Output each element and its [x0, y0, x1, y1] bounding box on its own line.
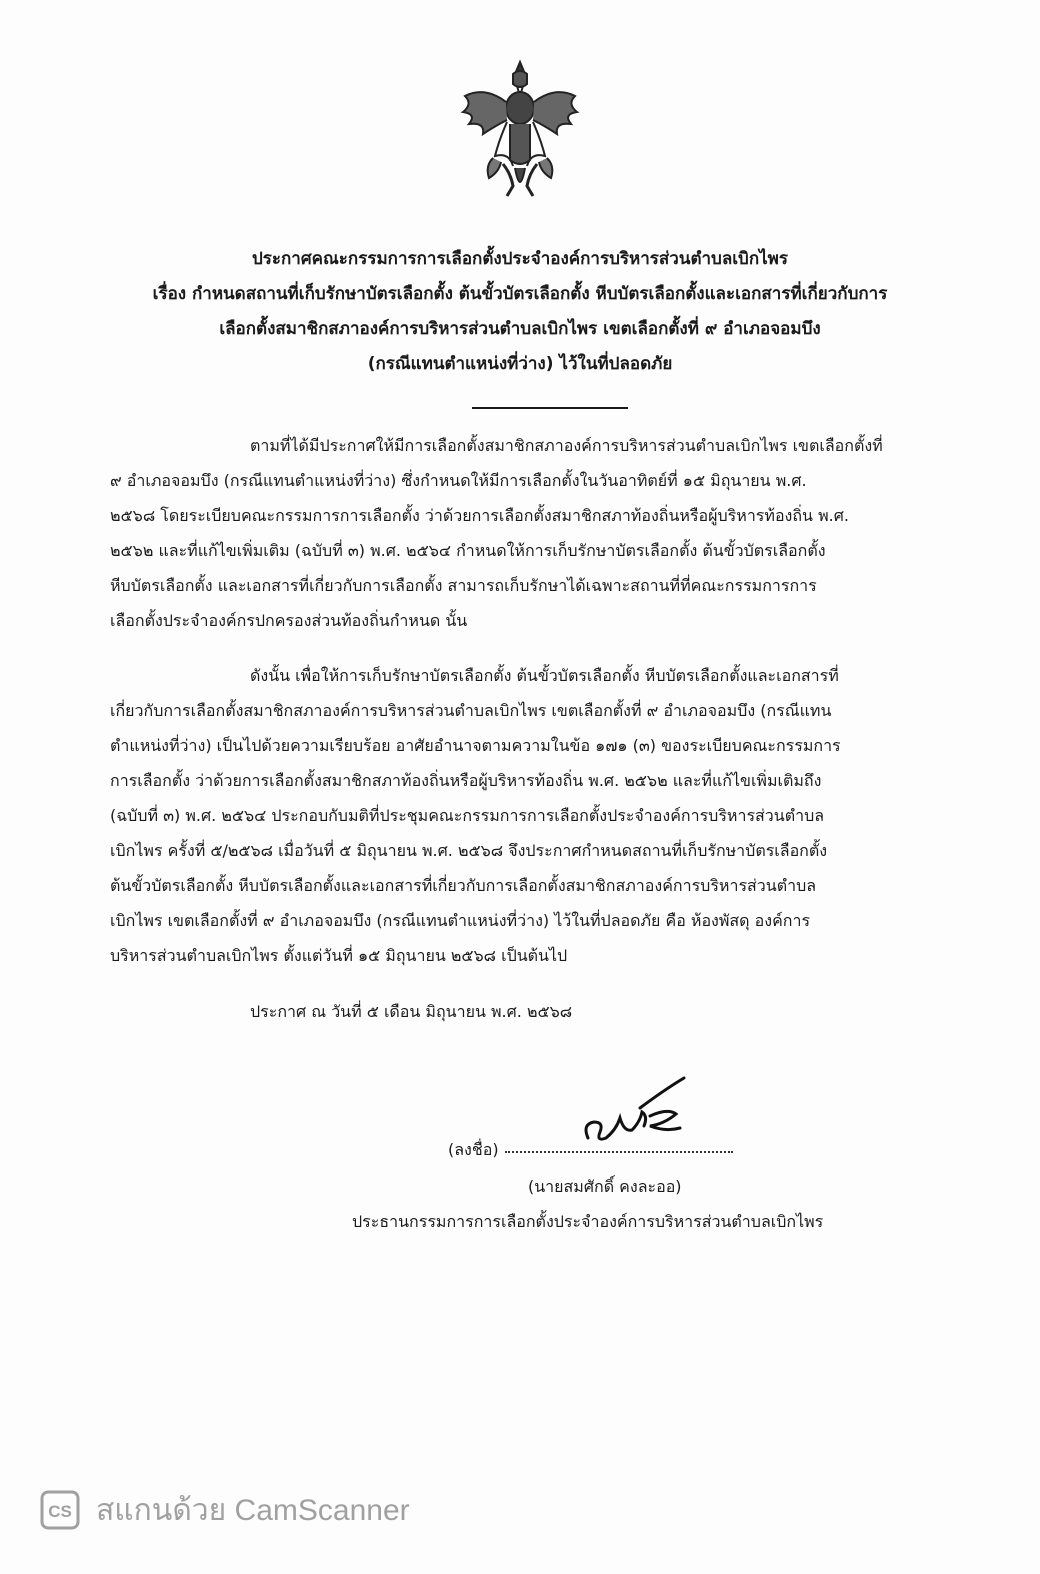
signature-line	[448, 1138, 733, 1163]
paragraph-line: ดังนั้น เพื่อให้การเก็บรักษาบัตรเลือกตั้ง ต้นขั้วบัตรเลือกตั้ง หีบบัตรเลือกตั้งและเอกสารที่	[250, 666, 839, 685]
signature-dotted-line	[505, 1151, 733, 1153]
paragraph-line: ๒๕๖๒ และที่แก้ไขเพิ่มเติม (ฉบับที่ ๓) พ.ศ. ๒๕๖๔ กำหนดให้การเก็บรักษาบัตรเลือกตั้ง ต้นขั้วบัตรเลือกตั้ง	[110, 541, 826, 560]
paragraph-line: เลือกตั้งประจำองค์กรปกครองส่วนท้องถิ่นกำหนด นั้น	[110, 611, 468, 630]
camscanner-watermark	[40, 1488, 410, 1532]
title-line: ประกาศคณะกรรมการการเลือกตั้งประจำองค์การบริหารส่วนตำบลเบิกไพร	[251, 249, 789, 269]
paragraph-1	[110, 428, 940, 638]
paragraph-line: เกี่ยวกับการเลือกตั้งสมาชิกสภาองค์การบริหารส่วนตำบลเบิกไพร เขตเลือกตั้งที่ ๙ อำเภอจอมบึง (กรณีแทน	[110, 701, 832, 720]
paragraph-line: ตำแหน่งที่ว่าง) เป็นไปด้วยความเรียบร้อย อาศัยอำนาจตามความในข้อ ๑๗๑ (๓) ของระเบียบคณะกรรมการ	[110, 736, 841, 755]
camscanner-logo-text: CS	[48, 1502, 72, 1521]
paragraph-line: (ฉบับที่ ๓) พ.ศ. ๒๕๖๔ ประกอบกับมติที่ประชุมคณะกรรมการการเลือกตั้งประจำองค์การบริหารส่วนตำบล	[110, 806, 825, 825]
camscanner-logo-icon	[40, 1490, 80, 1530]
paragraph-line: ๙ อำเภอจอมบึง (กรณีแทนตำแหน่งที่ว่าง) ซึ่งกำหนดให้มีการเลือกตั้งในวันอาทิตย์ที่ ๑๕ มิถุนายน พ.ศ.	[110, 471, 807, 490]
announcement-title	[120, 242, 920, 382]
title-line: (กรณีแทนตำแหน่งที่ว่าง) ไว้ในที่ปลอดภัย	[367, 354, 673, 374]
signature-label: (ลงชื่อ)	[448, 1140, 499, 1159]
announcement-date: ประกาศ ณ วันที่ ๕ เดือน มิถุนายน พ.ศ. ๒๕๖๘	[250, 1002, 573, 1021]
paragraph-line: เบิกไพร ครั้งที่ ๕/๒๕๖๘ เมื่อวันที่ ๕ มิถุนายน พ.ศ. ๒๕๖๘ จึงประกาศกำหนดสถานที่เก็บรักษาบัตรเลือกตั้ง	[110, 841, 828, 860]
title-line: เรื่อง กำหนดสถานที่เก็บรักษาบัตรเลือกตั้ง ต้นขั้วบัตรเลือกตั้ง หีบบัตรเลือกตั้งและเอกสารที่เกี่ยวกับการ	[152, 284, 888, 304]
paragraph-line: ต้นขั้วบัตรเลือกตั้ง หีบบัตรเลือกตั้งและเอกสารที่เกี่ยวกับการเลือกตั้งสมาชิกสภาองค์การบริหารส่วนตำบล	[110, 876, 817, 895]
paragraph-line: บริหารส่วนตำบลเบิกไพร ตั้งแต่วันที่ ๑๕ มิถุนายน ๒๕๖๘ เป็นต้นไป	[110, 946, 568, 965]
paragraph-line: ๒๕๖๘ โดยระเบียบคณะกรรมการการเลือกตั้ง ว่าด้วยการเลือกตั้งสมาชิกสภาท้องถิ่นหรือผู้บริหารท้องถิ่น พ.ศ.	[110, 506, 849, 525]
title-divider	[472, 407, 628, 409]
title-line: เลือกตั้งสมาชิกสภาองค์การบริหารส่วนตำบลเบิกไพร เขตเลือกตั้งที่ ๙ อำเภอจอมบึง	[219, 319, 821, 339]
paragraph-line: การเลือกตั้ง ว่าด้วยการเลือกตั้งสมาชิกสภาท้องถิ่นหรือผู้บริหารท้องถิ่น พ.ศ. ๒๕๖๒ และที่แก้ไขเพิ่มเติมถึง	[110, 771, 822, 790]
paragraph-2	[110, 658, 940, 973]
signer-position: ประธานกรรมการการเลือกตั้งประจำองค์การบริหารส่วนตำบลเบิกไพร	[352, 1212, 824, 1231]
watermark-text: สแกนด้วย CamScanner	[96, 1493, 410, 1527]
garuda-emblem-icon	[455, 56, 585, 204]
paragraph-line: เบิกไพร เขตเลือกตั้งที่ ๙ อำเภอจอมบึง (กรณีแทนตำแหน่งที่ว่าง) ไว้ในที่ปลอดภัย คือ ห้องพัสดุ องค์การ	[110, 911, 811, 930]
signer-name: (นายสมศักดิ์ คงละออ)	[528, 1177, 682, 1196]
paragraph-line: ตามที่ได้มีประกาศให้มีการเลือกตั้งสมาชิกสภาองค์การบริหารส่วนตำบลเบิกไพร เขตเลือกตั้งที่	[250, 436, 883, 455]
paragraph-line: หีบบัตรเลือกตั้ง และเอกสารที่เกี่ยวกับการเลือกตั้ง สามารถเก็บรักษาได้เฉพาะสถานที่ที่คณะกรรมการการ	[110, 576, 817, 595]
